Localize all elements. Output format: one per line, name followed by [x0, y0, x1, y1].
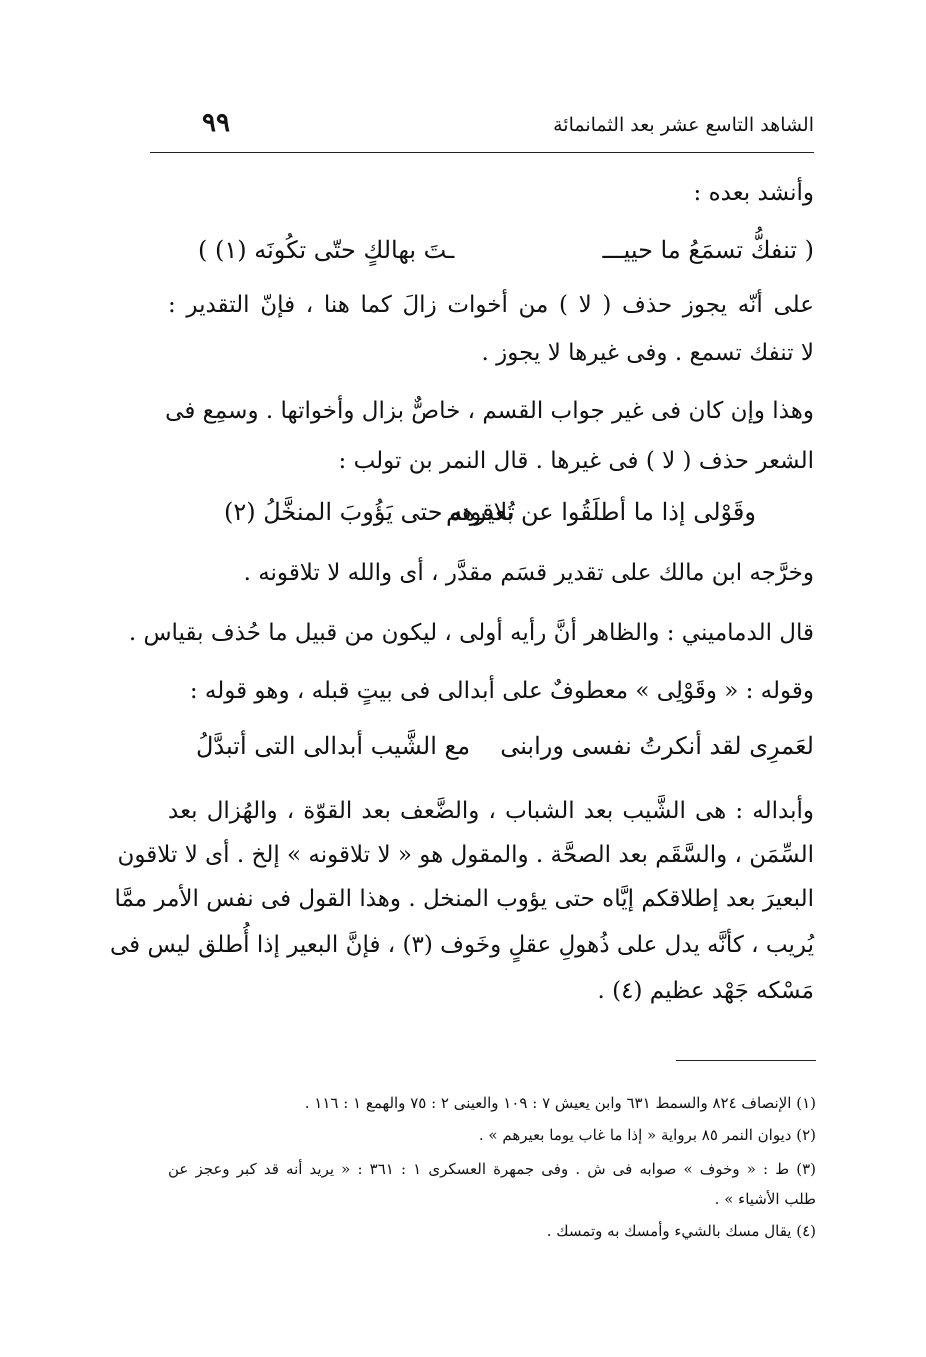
paragraph-2-line-2: الشعر حذف ( لا ) فى غيرها . قال النمر بن تولب :	[338, 448, 814, 474]
paragraph-6-line-2: السِّمَن ، والسَّقَم بعد الصحَّة . والمقول هو « لا تلاقونه » إلخ . أى لا تلاقون	[117, 842, 814, 868]
paragraph-4: قال الدماميني : والظاهر أنَّ رأيه أولى ، ليكون من قبيل ما حُذف بقياس .	[128, 620, 814, 646]
verse-1-first-hemistich: ( تنفكُّ تسمَعُ ما حييـــ	[602, 236, 814, 264]
footnote-1: (١) الإنصاف ٨٢٤ والسمط ٦٣١ وابن يعيش ٧ : ١٠٩ والعينى ٢ : ٧٥ والهمع ١ : ١١٦ .	[304, 1094, 816, 1112]
footnote-3-line-2: طلب الأشياء » .	[714, 1190, 816, 1208]
footnote-3-line-1: (٣) ط : « وخوف » صوابه فى ش . وفى جمهرة العسكرى ١ : ٣٦١ : « يريد أنه قد كبر وعجز عن	[168, 1160, 816, 1178]
verse-2-first-hemistich: وقَوْلى إذا ما أطلَقُوا عن بعيرهم	[446, 498, 756, 526]
paragraph-6-line-3: البعيرَ بعد إطلاقكم إيَّاه حتى يؤوب المنخل . وهذا القول فى نفس الأمر ممَّا	[114, 886, 814, 912]
verse-3-second-hemistich: مع الشَّيب أبدالى التى أتبدَّلُ	[196, 732, 471, 760]
verse-2	[168, 498, 814, 538]
footnote-4: (٤) يقال مسك بالشيء وأمسك به وتمسك .	[546, 1222, 816, 1240]
page-header	[150, 108, 814, 144]
verse-3-first-hemistich: لعَمرِى لقد أنكرتُ نفسى ورابنى	[500, 732, 814, 760]
paragraph-1-line-2: لا تنفك تسمع . وفى غيرها لا يجوز .	[481, 340, 814, 366]
verse-2-second-hemistich: تُلاقونه حتى يَؤُوبَ المنخَّلُ (٢)	[224, 498, 515, 526]
paragraph-6-line-5: مَسْكه جَهْد عظيم (٤) .	[597, 978, 814, 1004]
header-rule	[150, 152, 814, 153]
verse-3	[168, 732, 814, 772]
paragraph-6-line-4: يُريب ، كأنَّه يدل على ذُهولِ عقلٍ وخَوف (٣) ، فإنَّ البعير إذا أُطلق ليس فى	[110, 932, 814, 958]
paragraph-6-line-1: وأبداله : هى الشَّيب بعد الشباب ، والضَّعف بعد القوّة ، والهُزال بعد	[168, 798, 814, 824]
paragraph-1-line-1: على أنّه يجوز حذف ( لا ) من أخوات زالَ كما هنا ، فإنّ التقدير :	[168, 292, 814, 318]
paragraph-3: وخرَّجه ابن مالك على تقدير قسَم مقدَّر ، أى والله لا تلاقونه .	[243, 560, 814, 586]
paragraph-2-line-1: وهذا وإن كان فى غير جواب القسم ، خاصٌّ بزال وأخواتها . وسمِع فى	[165, 398, 814, 424]
page-number: ٩٩	[202, 108, 230, 138]
paragraph-5: وقوله : « وقَوْلِى » معطوفٌ على أبدالى فى بيتٍ قبله ، وهو قوله :	[189, 678, 814, 704]
running-title: الشاهد التاسع عشر بعد الثمانمائة	[553, 114, 814, 136]
intro-line: وأنشد بعده :	[693, 180, 814, 206]
verse-1-second-hemistich: ـتَ بهالكٍ حتّى تكُونَه (١) )	[198, 236, 455, 264]
footnote-2: (٢) ديوان النمر ٨٥ برواية « إذا ما غاب يوما بعيرهم » .	[478, 1126, 816, 1144]
verse-1	[168, 236, 814, 276]
footnote-rule	[676, 1060, 816, 1061]
